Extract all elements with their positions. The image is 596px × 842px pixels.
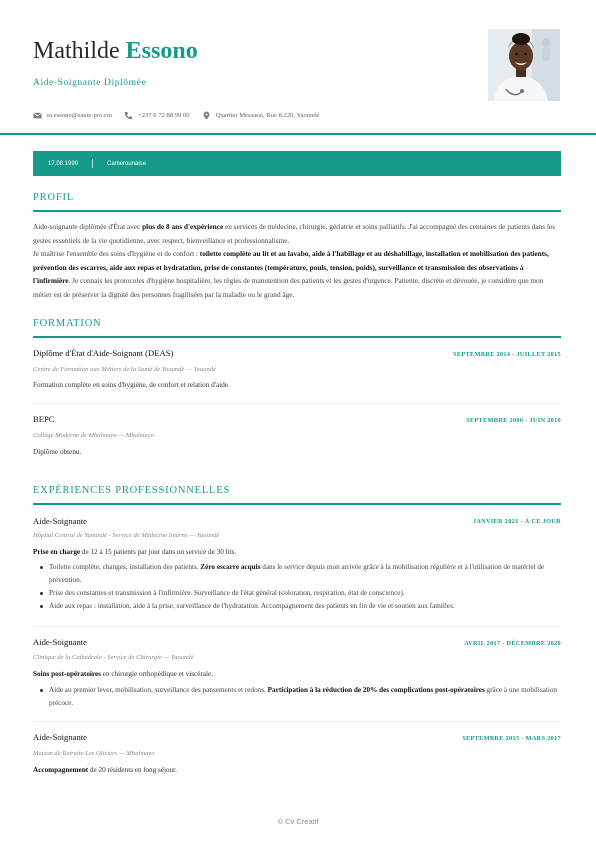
entry-divider xyxy=(33,626,561,627)
envelope-icon xyxy=(33,111,42,120)
header-divider xyxy=(0,133,596,135)
experience-date: SEPTEMBRE 2015 - MARS 2017 xyxy=(462,735,561,742)
bullet-item: Aide aux repas : installation, aide à la prise, surveillance de l'hydratation. Accompagnement des patients en fin de vie et soutien aux familles. xyxy=(38,600,561,613)
education-title: Diplôme d'État d'Aide-Soignant (DEAS) xyxy=(33,348,174,358)
experience-lead: Soins post-opératoires en chirurgie orthopédique et viscérale. xyxy=(33,670,213,678)
copyright-icon: © xyxy=(277,817,284,826)
experience-date: JANVIER 2021 - À CE JOUR xyxy=(472,518,561,525)
bullet-item: Toilette complète, changes, installation des patients. Zéro escarre acquis dans le service depuis mon arrivée grâce à la mobilisation régulière et à l'utilisation de matériel de prévention. xyxy=(38,561,561,587)
first-name: Mathilde xyxy=(33,38,120,64)
experience-title: Aide-Soignante xyxy=(33,732,87,742)
phone-text: +237 6 72 88 99 00 xyxy=(138,112,190,119)
contact-bar xyxy=(33,111,332,120)
profile-summary xyxy=(33,220,561,302)
job-title: Aide-Soignante Diplômée xyxy=(33,78,147,88)
address-text: Quartier Messassi, Rue 8.220, Yaoundé xyxy=(215,112,320,119)
last-name: Essono xyxy=(125,38,198,64)
profile-paragraph-2: Je maîtrise l'ensemble des soins d'hygiène et de confort : toilette complète au lit et au lavabo, aide à l'habillage et au déshabillage, installation et mobilisation des patients, prévention des escarres, aide aux repas et hydratation, prise de constantes (température, pouls, tension, poids), surveillance et transmission des observations à l'infirmière. Je connais les protocoles d'hygiène hospitalière, les règles de manutention des patients et les gestes d'urgence. Patiente, discrète et dévouée, je considère que mon métier est de préserver la dignité des personnes fragilisées par la maladie ou le grand âge. xyxy=(33,249,549,299)
contact-phone[interactable] xyxy=(124,111,190,120)
phone-icon xyxy=(124,111,133,120)
entry-divider xyxy=(33,403,561,404)
education-title: BEPC xyxy=(33,414,55,424)
education-date: SEPTEMBRE 2006 - JUIN 2010 xyxy=(466,417,561,424)
footer-brand: Cv Creatif xyxy=(285,817,319,826)
experience-bullets xyxy=(38,684,561,710)
entry-divider xyxy=(33,721,561,722)
education-date: SEPTEMBRE 2014 - JUILLET 2015 xyxy=(453,351,561,358)
experience-lead: Prise en charge de 12 à 15 patients par jour dans un service de 30 lits. xyxy=(33,548,237,556)
section-title-experience: EXPÉRIENCES PROFESSIONNELLES xyxy=(33,485,231,496)
profile-paragraph-1: Aide-soignante diplômée d'État avec plus de 8 ans d'expérience en services de médecine, chirurgie, gériatrie et soins palliatifs. J'ai accompagné des centaines de patients dans les gestes essentiels de la vie quotidienne, avec respect, bienveillance et professionnalisme. xyxy=(33,222,556,245)
candidate-name xyxy=(33,38,198,65)
map-pin-icon xyxy=(202,111,211,120)
experience-place: Maison de Retraite Les Oliviers — Mbalmayo xyxy=(33,750,155,757)
birth-date: 17.08.1990 xyxy=(48,160,79,167)
experience-title: Aide-Soignante xyxy=(33,516,87,526)
bullet-item: Aide au premier lever, mobilisation, surveillance des pansements et redons. Participation à la réduction de 20% des complications post-opératoires grâce à une mobilisation précoce. xyxy=(38,684,561,710)
contact-email[interactable] xyxy=(33,111,112,120)
section-rule-experience xyxy=(33,503,561,505)
education-description: Formation complète en soins d'hygiène, de confort et relation d'aide. xyxy=(33,381,230,389)
footer-branding xyxy=(0,817,596,826)
section-title-profile: PROFIL xyxy=(33,192,74,203)
experience-title: Aide-Soignante xyxy=(33,637,87,647)
bullet-item: Prise des constantes et transmission à l'infirmière. Surveillance de l'état général (coloration, respiration, état de conscience). xyxy=(38,587,561,600)
section-rule-profile xyxy=(33,210,561,212)
education-description: Diplôme obtenu. xyxy=(33,448,82,456)
education-school: Collège Moderne de Mbalmayo — Mbalmayo xyxy=(33,432,155,439)
personal-info-banner xyxy=(33,151,561,176)
experience-bullets xyxy=(38,561,561,613)
section-rule-education xyxy=(33,336,561,338)
experience-date: AVRIL 2017 - DÉCEMBRE 2020 xyxy=(464,640,561,647)
profile-photo xyxy=(488,29,560,101)
experience-lead: Accompagnement de 20 résidents en long séjour. xyxy=(33,766,177,774)
experience-place: Clinique de la Cathédrale - Service de Chirurgie — Yaoundé xyxy=(33,654,194,661)
email-text: m.essono@sante-pro.cm xyxy=(47,112,113,119)
education-school: Centre de Formation aux Métiers de la Santé de Yaoundé — Yaoundé xyxy=(33,366,216,373)
nationality: Camerounaise xyxy=(107,160,147,167)
section-title-education: FORMATION xyxy=(33,318,102,329)
experience-place: Hôpital Central de Yaoundé - Service de Médecine Interne — Yaoundé xyxy=(33,532,220,539)
contact-address xyxy=(202,111,320,120)
